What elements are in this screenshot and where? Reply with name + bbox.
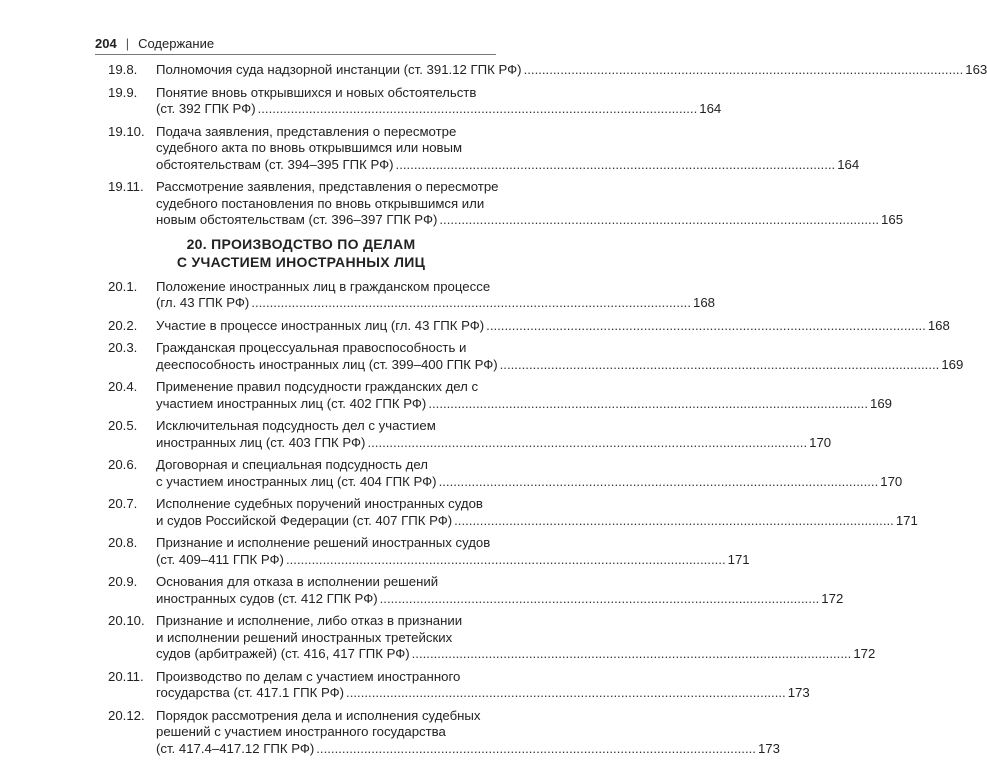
toc-entry-title-line: Понятие вновь открывшихся и новых обстоятельств bbox=[156, 84, 477, 100]
toc-entry-title-line: Признание и исполнение, либо отказ в признании bbox=[156, 613, 463, 628]
toc-entry-number: 20.3. bbox=[108, 340, 138, 355]
toc-entry-page: 171 bbox=[727, 551, 750, 567]
toc-entry-last-line bbox=[156, 212, 903, 229]
toc-entry-page: 164 bbox=[837, 156, 860, 172]
toc-entry-title-line: Рассмотрение заявления, представления о пересмотре bbox=[156, 179, 499, 194]
toc-entry bbox=[108, 707, 780, 758]
toc-entry-page: 170 bbox=[880, 473, 903, 489]
toc-entry-body bbox=[156, 318, 950, 335]
toc-entry-number: 20.10. bbox=[108, 613, 145, 628]
toc-entry-body bbox=[156, 574, 843, 607]
section-heading-line-2: С УЧАСТИЕМ ИНОСТРАННЫХ ЛИЦ bbox=[176, 253, 426, 270]
toc-entry-body bbox=[156, 418, 831, 451]
toc-entry bbox=[108, 496, 918, 529]
dot-leader bbox=[439, 474, 879, 491]
toc-entry-page: 171 bbox=[895, 512, 918, 528]
toc-entry-number: 20.8. bbox=[108, 535, 138, 550]
header-title: Содержание bbox=[138, 36, 215, 51]
dot-leader bbox=[500, 357, 940, 374]
dot-leader bbox=[251, 295, 691, 312]
toc-entry-title-line: и судов Российской Федерации (ст. 407 ГПК РФ) bbox=[156, 512, 453, 528]
dot-leader bbox=[454, 513, 894, 530]
toc-entry-title-line: Основания для отказа в исполнении решений bbox=[156, 574, 439, 589]
toc-entry-page: 170 bbox=[809, 434, 832, 450]
toc-entry-last-line bbox=[156, 741, 780, 758]
toc-entry-title-line: и исполнении решений иностранных третейских bbox=[156, 629, 453, 645]
toc-entry-title-line: Признание и исполнение решений иностранных судов bbox=[156, 535, 491, 550]
dot-leader bbox=[524, 62, 964, 79]
toc-entry-page: 169 bbox=[870, 395, 893, 411]
dot-leader bbox=[258, 101, 698, 118]
toc-entry-title-line: Исключительная подсудность дел с участием bbox=[156, 418, 436, 433]
toc-entry-title-line: Положение иностранных лиц в гражданском процессе bbox=[156, 278, 491, 294]
dot-leader bbox=[396, 157, 836, 174]
dot-leader bbox=[316, 741, 756, 758]
dot-leader bbox=[486, 318, 926, 335]
dot-leader bbox=[412, 646, 852, 663]
toc-entry bbox=[108, 123, 860, 174]
toc-entry-body bbox=[156, 85, 721, 118]
toc-entry-title-line: Исполнение судебных поручений иностранных судов bbox=[156, 496, 483, 511]
toc-entry-number: 20.6. bbox=[108, 457, 138, 472]
toc-entry bbox=[108, 278, 715, 312]
toc-entry-last-line bbox=[156, 474, 902, 491]
toc-entry-title-line: Участие в процессе иностранных лиц (гл. 43 ГПК РФ) bbox=[156, 317, 485, 333]
toc-entry-body bbox=[156, 669, 810, 702]
toc-entry-title-line: обстоятельствам (ст. 394–395 ГПК РФ) bbox=[156, 156, 394, 172]
dot-leader bbox=[286, 552, 726, 569]
toc-entry bbox=[108, 535, 750, 568]
toc-entry bbox=[108, 457, 903, 490]
toc-entry bbox=[108, 179, 904, 229]
toc-list-chapter-20 bbox=[108, 278, 964, 758]
toc-entry-last-line bbox=[156, 101, 721, 118]
toc-entry-number: 20.12. bbox=[108, 707, 145, 723]
toc-entry-number: 19.9. bbox=[108, 84, 138, 100]
toc-entry-number: 20.5. bbox=[108, 418, 138, 433]
toc-entry bbox=[108, 668, 810, 702]
toc-entry-body bbox=[156, 62, 987, 79]
section-heading bbox=[108, 235, 494, 271]
toc-entry-last-line bbox=[156, 295, 715, 312]
toc-entry-page: 163 bbox=[965, 62, 987, 77]
toc-entry-last-line bbox=[156, 685, 810, 702]
toc-entry-body bbox=[156, 379, 892, 412]
toc-entry-page: 168 bbox=[692, 295, 715, 310]
toc-entry-last-line bbox=[156, 646, 875, 663]
toc-entry-number: 19.8. bbox=[108, 62, 138, 77]
toc-entry-title-line: (ст. 417.4–417.12 ГПК РФ) bbox=[156, 740, 315, 756]
toc-entry-title-line: Гражданская процессуальная правоспособность и bbox=[156, 340, 467, 355]
toc-entry-body bbox=[156, 613, 875, 663]
toc-entry-title-line: государства (ст. 417.1 ГПК РФ) bbox=[156, 685, 345, 700]
toc-entry-number: 19.11. bbox=[108, 179, 144, 194]
toc-entry-page: 169 bbox=[941, 356, 964, 372]
toc-entry-number: 20.9. bbox=[108, 574, 138, 589]
toc-entry-page: 164 bbox=[699, 101, 722, 116]
toc-entry-page: 172 bbox=[821, 590, 844, 606]
dot-leader bbox=[367, 435, 807, 452]
toc-entry-title-line: Производство по делам с участием иностранного bbox=[156, 668, 461, 684]
toc-entry-title-line: Договорная и специальная подсудность дел bbox=[156, 457, 428, 472]
toc-entry-last-line bbox=[156, 357, 963, 374]
toc-entry-number: 19.10. bbox=[108, 123, 145, 139]
toc-list-chapter-19 bbox=[108, 62, 987, 229]
toc-entry-last-line bbox=[156, 318, 950, 335]
toc-entry-title-line: (ст. 409–411 ГПК РФ) bbox=[156, 551, 284, 567]
dot-leader bbox=[439, 212, 879, 229]
toc-entry-title-line: (гл. 43 ГПК РФ) bbox=[156, 295, 250, 310]
toc-entry-page: 168 bbox=[927, 317, 950, 333]
toc-entry-title-line: (ст. 392 ГПК РФ) bbox=[156, 101, 256, 116]
toc-entry-last-line bbox=[156, 396, 892, 413]
toc-entry-number: 20.4. bbox=[108, 379, 138, 394]
toc-entry bbox=[108, 84, 722, 118]
toc-entry bbox=[108, 613, 876, 663]
toc-entry-body bbox=[156, 340, 963, 373]
toc-entry-body bbox=[156, 279, 715, 312]
dot-leader bbox=[428, 396, 868, 413]
header-separator: | bbox=[125, 36, 130, 51]
toc-entry-body bbox=[156, 708, 780, 758]
toc-entry-title-line: Порядок рассмотрения дела и исполнения судебных bbox=[156, 707, 481, 723]
toc-entry-body bbox=[156, 179, 903, 229]
toc-entry bbox=[108, 317, 950, 335]
toc-entry-title-line: решений с участием иностранного государства bbox=[156, 724, 446, 739]
toc-entry bbox=[108, 574, 844, 607]
toc-entry-last-line bbox=[156, 513, 918, 530]
toc-entry-number: 20.11. bbox=[108, 668, 144, 684]
toc-entry-title-line: участием иностранных лиц (ст. 402 ГПК РФ) bbox=[156, 395, 427, 411]
toc-entry-body bbox=[156, 457, 902, 490]
toc-entry-title-line: судов (арбитражей) (ст. 416, 417 ГПК РФ) bbox=[156, 646, 410, 661]
toc-entry-page: 173 bbox=[757, 740, 780, 756]
toc-entry-title-line: иностранных судов (ст. 412 ГПК РФ) bbox=[156, 590, 378, 606]
page-number: 204 bbox=[95, 36, 117, 51]
toc-entry-page: 173 bbox=[787, 685, 810, 700]
dot-leader bbox=[346, 685, 786, 702]
toc-entry-title-line: Полномочия суда надзорной инстанции (ст. 391.12 ГПК РФ) bbox=[156, 62, 522, 77]
toc-entry-title-line: иностранных лиц (ст. 403 ГПК РФ) bbox=[156, 434, 366, 450]
toc-entry-title-line: новым обстоятельствам (ст. 396–397 ГПК РФ) bbox=[156, 212, 438, 227]
toc-entry-number: 20.7. bbox=[108, 496, 138, 511]
toc-entry-last-line bbox=[156, 435, 831, 452]
toc-entry-body bbox=[156, 124, 859, 174]
toc-entry-number: 20.1. bbox=[108, 278, 138, 294]
toc-entry-page: 172 bbox=[853, 646, 876, 661]
toc-entry-page: 165 bbox=[881, 212, 904, 227]
table-of-contents bbox=[108, 62, 987, 763]
toc-entry-title-line: Подача заявления, представления о пересмотре bbox=[156, 123, 457, 139]
section-heading-line-1: 20. ПРОИЗВОДСТВО ПО ДЕЛАМ bbox=[186, 235, 416, 252]
toc-entry-last-line bbox=[156, 157, 859, 174]
dot-leader bbox=[380, 591, 820, 608]
toc-entry bbox=[108, 62, 987, 79]
toc-entry-title-line: с участием иностранных лиц (ст. 404 ГПК РФ) bbox=[156, 473, 437, 489]
toc-entry-title-line: судебного постановления по вновь открывшимся или bbox=[156, 195, 485, 211]
toc-entry-title-line: дееспособность иностранных лиц (ст. 399–400 ГПК РФ) bbox=[156, 356, 498, 372]
toc-entry-last-line bbox=[156, 62, 987, 79]
toc-entry-last-line bbox=[156, 591, 843, 608]
toc-entry-title-line: Применение правил подсудности гражданских дел с bbox=[156, 379, 479, 394]
toc-entry-number: 20.2. bbox=[108, 317, 138, 333]
toc-entry bbox=[108, 418, 832, 451]
toc-entry-last-line bbox=[156, 552, 750, 569]
toc-entry-body bbox=[156, 496, 918, 529]
toc-entry bbox=[108, 379, 893, 412]
toc-entry bbox=[108, 340, 964, 373]
running-header bbox=[95, 36, 496, 55]
toc-entry-body bbox=[156, 535, 750, 568]
toc-entry-title-line: судебного акта по вновь открывшимся или новым bbox=[156, 140, 463, 155]
